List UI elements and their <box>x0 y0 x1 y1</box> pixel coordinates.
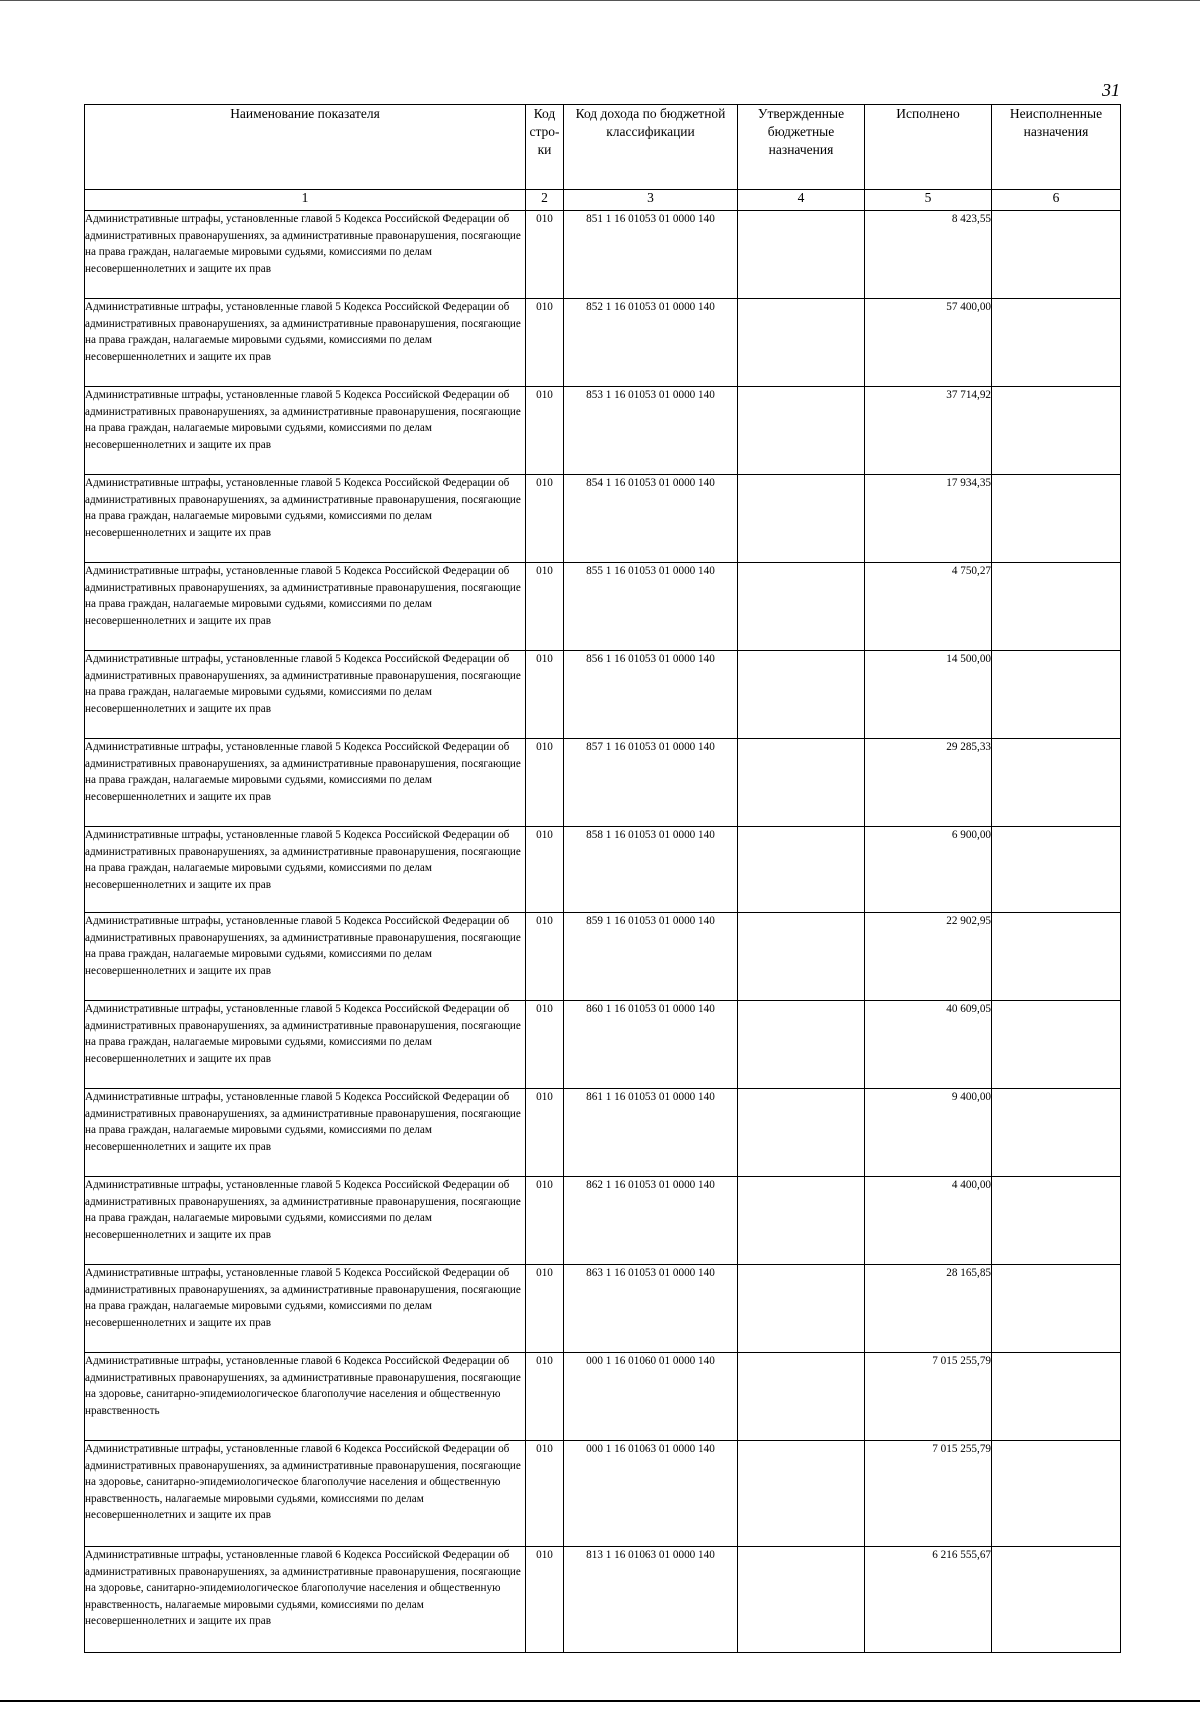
row-unexecuted-cell <box>992 1441 1121 1547</box>
column-number: 3 <box>564 190 738 211</box>
table-row <box>85 211 1121 299</box>
row-name-cell: Административные штрафы, установленные главой 6 Кодекса Российской Федерации об административных правонарушениях, за административные правонарушения, посягающие на здоровье, санитарно-эпидемиологическое благополучие населения и общественную нравственность, налагаемые мировыми судьями, комиссиями по делам несовершеннолетних и защите их прав <box>85 1441 526 1547</box>
table-row <box>85 387 1121 475</box>
row-approved-cell <box>738 1001 865 1089</box>
row-executed-cell: 4 400,00 <box>865 1177 992 1265</box>
row-executed-cell: 14 500,00 <box>865 651 992 739</box>
row-approved-cell <box>738 1353 865 1441</box>
row-unexecuted-cell <box>992 299 1121 387</box>
row-unexecuted-cell <box>992 827 1121 913</box>
scan-edge-bottom <box>0 1700 1200 1702</box>
row-executed-cell: 6 216 555,67 <box>865 1547 992 1653</box>
table-row <box>85 651 1121 739</box>
row-line-code-cell: 010 <box>526 739 564 827</box>
row-executed-cell: 9 400,00 <box>865 1089 992 1177</box>
scan-edge-top <box>0 0 1200 1</box>
row-unexecuted-cell <box>992 211 1121 299</box>
row-executed-cell: 29 285,33 <box>865 739 992 827</box>
header-indicator-name: Наименование показателя <box>85 105 526 190</box>
row-executed-cell: 28 165,85 <box>865 1265 992 1353</box>
row-name-cell: Административные штрафы, установленные главой 5 Кодекса Российской Федерации об административных правонарушениях, за административные правонарушения, посягающие на права граждан, налагаемые мировыми судьями, комиссиями по делам несовершеннолетних и защите их прав <box>85 739 526 827</box>
row-line-code-cell: 010 <box>526 387 564 475</box>
table-row <box>85 1441 1121 1547</box>
row-name-cell: Административные штрафы, установленные главой 5 Кодекса Российской Федерации об административных правонарушениях, за административные правонарушения, посягающие на права граждан, налагаемые мировыми судьями, комиссиями по делам несовершеннолетних и защите их прав <box>85 1089 526 1177</box>
row-unexecuted-cell <box>992 739 1121 827</box>
row-unexecuted-cell <box>992 1089 1121 1177</box>
row-approved-cell <box>738 475 865 563</box>
row-budget-code-cell: 851 1 16 01053 01 0000 140 <box>564 211 738 299</box>
row-line-code-cell: 010 <box>526 1177 564 1265</box>
column-number: 2 <box>526 190 564 211</box>
row-name-cell: Административные штрафы, установленные главой 6 Кодекса Российской Федерации об административных правонарушениях, за административные правонарушения, посягающие на здоровье, санитарно-эпидемиологическое благополучие населения и общественную нравственность, налагаемые мировыми судьями, комиссиями по делам несовершеннолетних и защите их прав <box>85 1547 526 1653</box>
row-executed-cell: 37 714,92 <box>865 387 992 475</box>
header-unexecuted: Неисполненные назначения <box>992 105 1121 190</box>
table-row <box>85 1265 1121 1353</box>
row-line-code-cell: 010 <box>526 651 564 739</box>
row-approved-cell <box>738 913 865 1001</box>
row-line-code-cell: 010 <box>526 1001 564 1089</box>
row-name-cell: Административные штрафы, установленные главой 6 Кодекса Российской Федерации об административных правонарушениях, за административные правонарушения, посягающие на здоровье, санитарно-эпидемиологическое благополучие населения и общественную нравственность <box>85 1353 526 1441</box>
row-name-cell: Административные штрафы, установленные главой 5 Кодекса Российской Федерации об административных правонарушениях, за административные правонарушения, посягающие на права граждан, налагаемые мировыми судьями, комиссиями по делам несовершеннолетних и защите их прав <box>85 1265 526 1353</box>
column-number: 1 <box>85 190 526 211</box>
header-executed: Исполнено <box>865 105 992 190</box>
row-budget-code-cell: 852 1 16 01053 01 0000 140 <box>564 299 738 387</box>
row-line-code-cell: 010 <box>526 1441 564 1547</box>
table-row <box>85 475 1121 563</box>
page-number: 31 <box>1102 80 1120 100</box>
row-budget-code-cell: 000 1 16 01063 01 0000 140 <box>564 1441 738 1547</box>
row-budget-code-cell: 863 1 16 01053 01 0000 140 <box>564 1265 738 1353</box>
row-executed-cell: 8 423,55 <box>865 211 992 299</box>
row-name-cell: Административные штрафы, установленные главой 5 Кодекса Российской Федерации об административных правонарушениях, за административные правонарушения, посягающие на права граждан, налагаемые мировыми судьями, комиссиями по делам несовершеннолетних и защите их прав <box>85 475 526 563</box>
row-name-cell: Административные штрафы, установленные главой 5 Кодекса Российской Федерации об административных правонарушениях, за административные правонарушения, посягающие на права граждан, налагаемые мировыми судьями, комиссиями по делам несовершеннолетних и защите их прав <box>85 1001 526 1089</box>
table-row <box>85 1001 1121 1089</box>
row-executed-cell: 17 934,35 <box>865 475 992 563</box>
table-row <box>85 1547 1121 1653</box>
row-unexecuted-cell <box>992 387 1121 475</box>
row-approved-cell <box>738 1441 865 1547</box>
row-approved-cell <box>738 299 865 387</box>
table-header <box>85 105 1121 190</box>
table-body <box>85 211 1121 1653</box>
row-line-code-cell: 010 <box>526 1265 564 1353</box>
row-budget-code-cell: 854 1 16 01053 01 0000 140 <box>564 475 738 563</box>
table-row <box>85 299 1121 387</box>
header-approved: Утвержденные бюджетные назначения <box>738 105 865 190</box>
row-unexecuted-cell <box>992 1265 1121 1353</box>
row-line-code-cell: 010 <box>526 1547 564 1653</box>
row-approved-cell <box>738 387 865 475</box>
row-executed-cell: 7 015 255,79 <box>865 1353 992 1441</box>
row-budget-code-cell: 862 1 16 01053 01 0000 140 <box>564 1177 738 1265</box>
row-approved-cell <box>738 563 865 651</box>
row-executed-cell: 40 609,05 <box>865 1001 992 1089</box>
row-budget-code-cell: 858 1 16 01053 01 0000 140 <box>564 827 738 913</box>
row-name-cell: Административные штрафы, установленные главой 5 Кодекса Российской Федерации об административных правонарушениях, за административные правонарушения, посягающие на права граждан, налагаемые мировыми судьями, комиссиями по делам несовершеннолетних и защите их прав <box>85 1177 526 1265</box>
row-unexecuted-cell <box>992 1547 1121 1653</box>
column-number: 6 <box>992 190 1121 211</box>
table-row <box>85 827 1121 913</box>
row-approved-cell <box>738 739 865 827</box>
income-report-table <box>84 104 1121 1653</box>
column-number-row <box>85 190 1121 211</box>
column-numbers <box>85 190 1121 211</box>
row-executed-cell: 57 400,00 <box>865 299 992 387</box>
row-name-cell: Административные штрафы, установленные главой 5 Кодекса Российской Федерации об административных правонарушениях, за административные правонарушения, посягающие на права граждан, налагаемые мировыми судьями, комиссиями по делам несовершеннолетних и защите их прав <box>85 563 526 651</box>
row-line-code-cell: 010 <box>526 475 564 563</box>
row-budget-code-cell: 859 1 16 01053 01 0000 140 <box>564 913 738 1001</box>
row-approved-cell <box>738 651 865 739</box>
row-approved-cell <box>738 1265 865 1353</box>
row-unexecuted-cell <box>992 1001 1121 1089</box>
row-budget-code-cell: 855 1 16 01053 01 0000 140 <box>564 563 738 651</box>
row-unexecuted-cell <box>992 1353 1121 1441</box>
header-line-code: Код стро-ки <box>526 105 564 190</box>
row-budget-code-cell: 860 1 16 01053 01 0000 140 <box>564 1001 738 1089</box>
row-budget-code-cell: 857 1 16 01053 01 0000 140 <box>564 739 738 827</box>
row-name-cell: Административные штрафы, установленные главой 5 Кодекса Российской Федерации об административных правонарушениях, за административные правонарушения, посягающие на права граждан, налагаемые мировыми судьями, комиссиями по делам несовершеннолетних и защите их прав <box>85 913 526 1001</box>
row-budget-code-cell: 853 1 16 01053 01 0000 140 <box>564 387 738 475</box>
row-budget-code-cell: 856 1 16 01053 01 0000 140 <box>564 651 738 739</box>
row-line-code-cell: 010 <box>526 1089 564 1177</box>
header-budget-code: Код дохода по бюджетной классификации <box>564 105 738 190</box>
row-unexecuted-cell <box>992 563 1121 651</box>
row-approved-cell <box>738 827 865 913</box>
table-row <box>85 913 1121 1001</box>
row-name-cell: Административные штрафы, установленные главой 5 Кодекса Российской Федерации об административных правонарушениях, за административные правонарушения, посягающие на права граждан, налагаемые мировыми судьями, комиссиями по делам несовершеннолетних и защите их прав <box>85 651 526 739</box>
table-row <box>85 1089 1121 1177</box>
table-row <box>85 563 1121 651</box>
table-row <box>85 1177 1121 1265</box>
row-line-code-cell: 010 <box>526 1353 564 1441</box>
row-name-cell: Административные штрафы, установленные главой 5 Кодекса Российской Федерации об административных правонарушениях, за административные правонарушения, посягающие на права граждан, налагаемые мировыми судьями, комиссиями по делам несовершеннолетних и защите их прав <box>85 299 526 387</box>
column-number: 4 <box>738 190 865 211</box>
table-row <box>85 1353 1121 1441</box>
row-line-code-cell: 010 <box>526 913 564 1001</box>
row-executed-cell: 7 015 255,79 <box>865 1441 992 1547</box>
row-line-code-cell: 010 <box>526 299 564 387</box>
row-budget-code-cell: 813 1 16 01063 01 0000 140 <box>564 1547 738 1653</box>
row-approved-cell <box>738 1089 865 1177</box>
row-unexecuted-cell <box>992 1177 1121 1265</box>
row-executed-cell: 22 902,95 <box>865 913 992 1001</box>
row-approved-cell <box>738 211 865 299</box>
row-name-cell: Административные штрафы, установленные главой 5 Кодекса Российской Федерации об административных правонарушениях, за административные правонарушения, посягающие на права граждан, налагаемые мировыми судьями, комиссиями по делам несовершеннолетних и защите их прав <box>85 827 526 913</box>
row-line-code-cell: 010 <box>526 563 564 651</box>
row-unexecuted-cell <box>992 651 1121 739</box>
row-unexecuted-cell <box>992 913 1121 1001</box>
row-executed-cell: 4 750,27 <box>865 563 992 651</box>
row-budget-code-cell: 861 1 16 01053 01 0000 140 <box>564 1089 738 1177</box>
row-line-code-cell: 010 <box>526 211 564 299</box>
row-line-code-cell: 010 <box>526 827 564 913</box>
row-name-cell: Административные штрафы, установленные главой 5 Кодекса Российской Федерации об административных правонарушениях, за административные правонарушения, посягающие на права граждан, налагаемые мировыми судьями, комиссиями по делам несовершеннолетних и защите их прав <box>85 387 526 475</box>
row-executed-cell: 6 900,00 <box>865 827 992 913</box>
row-approved-cell <box>738 1177 865 1265</box>
table-row <box>85 739 1121 827</box>
row-name-cell: Административные штрафы, установленные главой 5 Кодекса Российской Федерации об административных правонарушениях, за административные правонарушения, посягающие на права граждан, налагаемые мировыми судьями, комиссиями по делам несовершеннолетних и защите их прав <box>85 211 526 299</box>
row-unexecuted-cell <box>992 475 1121 563</box>
row-budget-code-cell: 000 1 16 01060 01 0000 140 <box>564 1353 738 1441</box>
row-approved-cell <box>738 1547 865 1653</box>
column-number: 5 <box>865 190 992 211</box>
